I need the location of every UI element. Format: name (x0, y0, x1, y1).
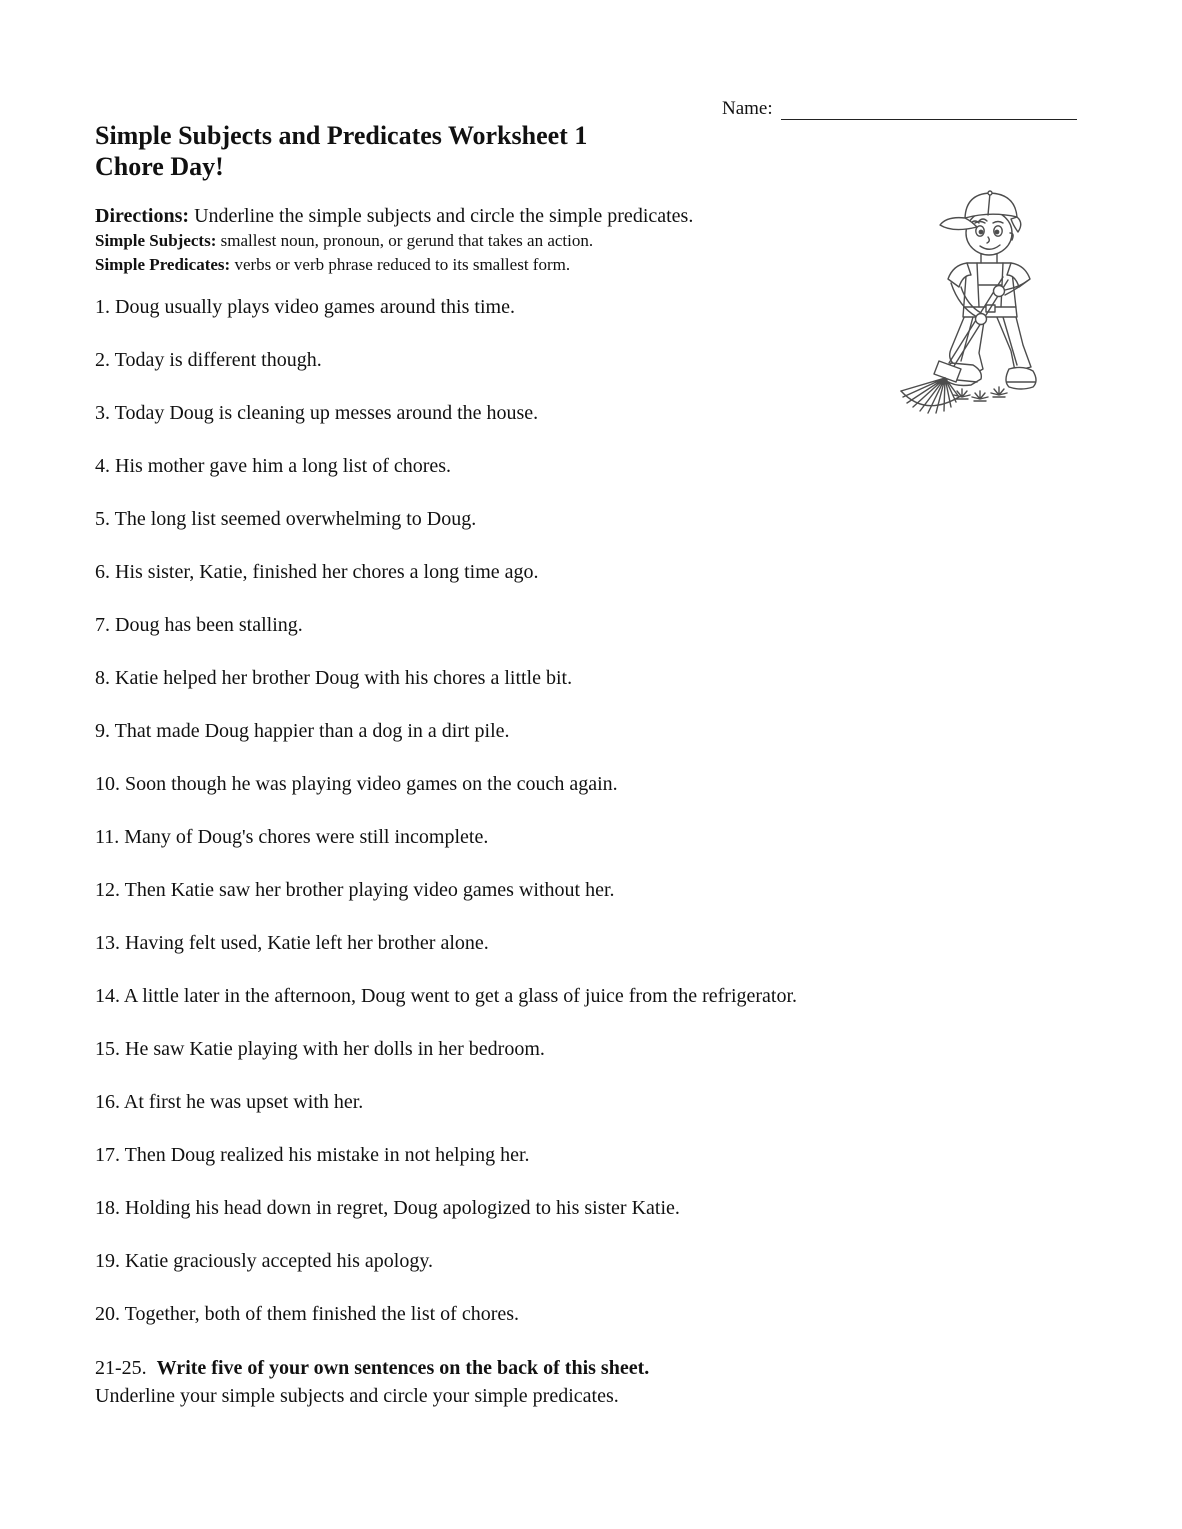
name-label: Name: (722, 98, 773, 119)
sentence-number: 16. (95, 1091, 120, 1113)
sentence-text: A little later in the afternoon, Doug went to get a glass of juice from the refrigerator. (123, 985, 798, 1007)
sentence-text: Katie helped her brother Doug with his chores a little bit. (115, 667, 573, 689)
lower-hand (976, 314, 987, 325)
face (966, 211, 1012, 255)
right-pupil (995, 230, 998, 233)
sentence-number: 2. (95, 349, 110, 371)
sentence-text: Today Doug is cleaning up messes around the house. (114, 402, 539, 424)
sentence-text: Holding his head down in regret, Doug apologized to his sister Katie. (125, 1197, 680, 1219)
sentence-item (95, 559, 1095, 585)
sentence-number: 20. (95, 1303, 120, 1325)
sentence-text: Having felt used, Katie left her brother alone. (125, 932, 489, 954)
sentence-item (95, 1248, 1095, 1274)
footer-instructions (95, 1354, 1095, 1410)
sentence-text: The long list seemed overwhelming to Doug. (114, 508, 477, 530)
sentence-number: 9. (95, 720, 110, 742)
sentence-item (95, 1036, 1095, 1062)
sentence-number: 1. (95, 296, 110, 318)
definition-label: Simple Subjects: (95, 231, 217, 250)
sentence-text: His mother gave him a long list of chores. (115, 455, 452, 477)
sentence-item (95, 1089, 1095, 1115)
sentence-text: His sister, Katie, finished her chores a long time ago. (115, 561, 539, 583)
cap-dome (965, 193, 1017, 218)
sentence-number: 4. (95, 455, 110, 477)
footer-range: 21-25. (95, 1357, 147, 1379)
sentence-number: 8. (95, 667, 110, 689)
page-title (95, 120, 1095, 182)
sentence-number: 14. (95, 985, 120, 1007)
sentence-number: 18. (95, 1197, 120, 1219)
sentence-text: Doug has been stalling. (115, 614, 303, 636)
sentence-item (95, 506, 1095, 532)
sentence-item (95, 665, 1095, 691)
sentence-list (95, 294, 1095, 1327)
sentence-text: Together, both of them finished the list of chores. (124, 1303, 520, 1325)
sentence-text: Doug usually plays video games around this time. (115, 296, 515, 318)
title-line1: Simple Subjects and Predicates Worksheet 1 (95, 121, 588, 150)
sentence-number: 3. (95, 402, 110, 424)
sentence-item (95, 983, 1095, 1009)
upper-hand (994, 286, 1005, 297)
sentence-text: He saw Katie playing with her dolls in her bedroom. (125, 1038, 545, 1060)
sentence-number: 17. (95, 1144, 120, 1166)
sentence-number: 5. (95, 508, 110, 530)
sentence-number: 13. (95, 932, 120, 954)
back-shoe (1006, 367, 1036, 389)
directions-label: Directions: (95, 205, 190, 227)
definition-text: smallest noun, pronoun, or gerund that takes an action. (216, 231, 594, 250)
boy-sweeping-illustration (893, 185, 1073, 417)
sentence-item (95, 1142, 1095, 1168)
footer-bold-text: Write five of your own sentences on the back of this sheet. (156, 1357, 650, 1379)
name-row (722, 98, 1077, 120)
sentence-item (95, 718, 1095, 744)
sentence-number: 11. (95, 826, 120, 848)
sentence-text: At first he was upset with her. (123, 1091, 364, 1113)
sentence-text: Today is different though. (114, 349, 322, 371)
sentence-text: Soon though he was playing video games on the couch again. (125, 773, 618, 795)
title-line2: Chore Day! (95, 152, 224, 181)
sentence-item (95, 824, 1095, 850)
sentence-item (95, 930, 1095, 956)
left-pupil (979, 230, 982, 233)
definition-text: verbs or verb phrase reduced to its smallest form. (230, 255, 571, 274)
sentence-text: Then Katie saw her brother playing video games without her. (124, 879, 615, 901)
sentence-text: That made Doug happier than a dog in a dirt pile. (114, 720, 510, 742)
leaves (954, 387, 1007, 401)
name-input-line[interactable] (781, 101, 1077, 120)
sentence-text: Then Doug realized his mistake in not helping her. (124, 1144, 530, 1166)
sentence-item (95, 612, 1095, 638)
sentence-item (95, 877, 1095, 903)
sentence-number: 6. (95, 561, 110, 583)
sentence-text: Katie graciously accepted his apology. (125, 1250, 434, 1272)
sentence-number: 10. (95, 773, 120, 795)
sentence-item (95, 453, 1095, 479)
sentence-item (95, 1301, 1095, 1327)
sentence-text: Many of Doug's chores were still incomplete. (124, 826, 489, 848)
sentence-number: 19. (95, 1250, 120, 1272)
definition-label: Simple Predicates: (95, 255, 231, 274)
directions-text: Underline the simple subjects and circle the simple predicates. (189, 205, 694, 227)
footer-text: Underline your simple subjects and circle your simple predicates. (95, 1385, 619, 1407)
sentence-number: 15. (95, 1038, 120, 1060)
back-leg (996, 313, 1031, 371)
sentence-number: 7. (95, 614, 110, 636)
cap-button (988, 191, 992, 195)
sentence-item (95, 1195, 1095, 1221)
sentence-item (95, 771, 1095, 797)
sentence-number: 12. (95, 879, 120, 901)
